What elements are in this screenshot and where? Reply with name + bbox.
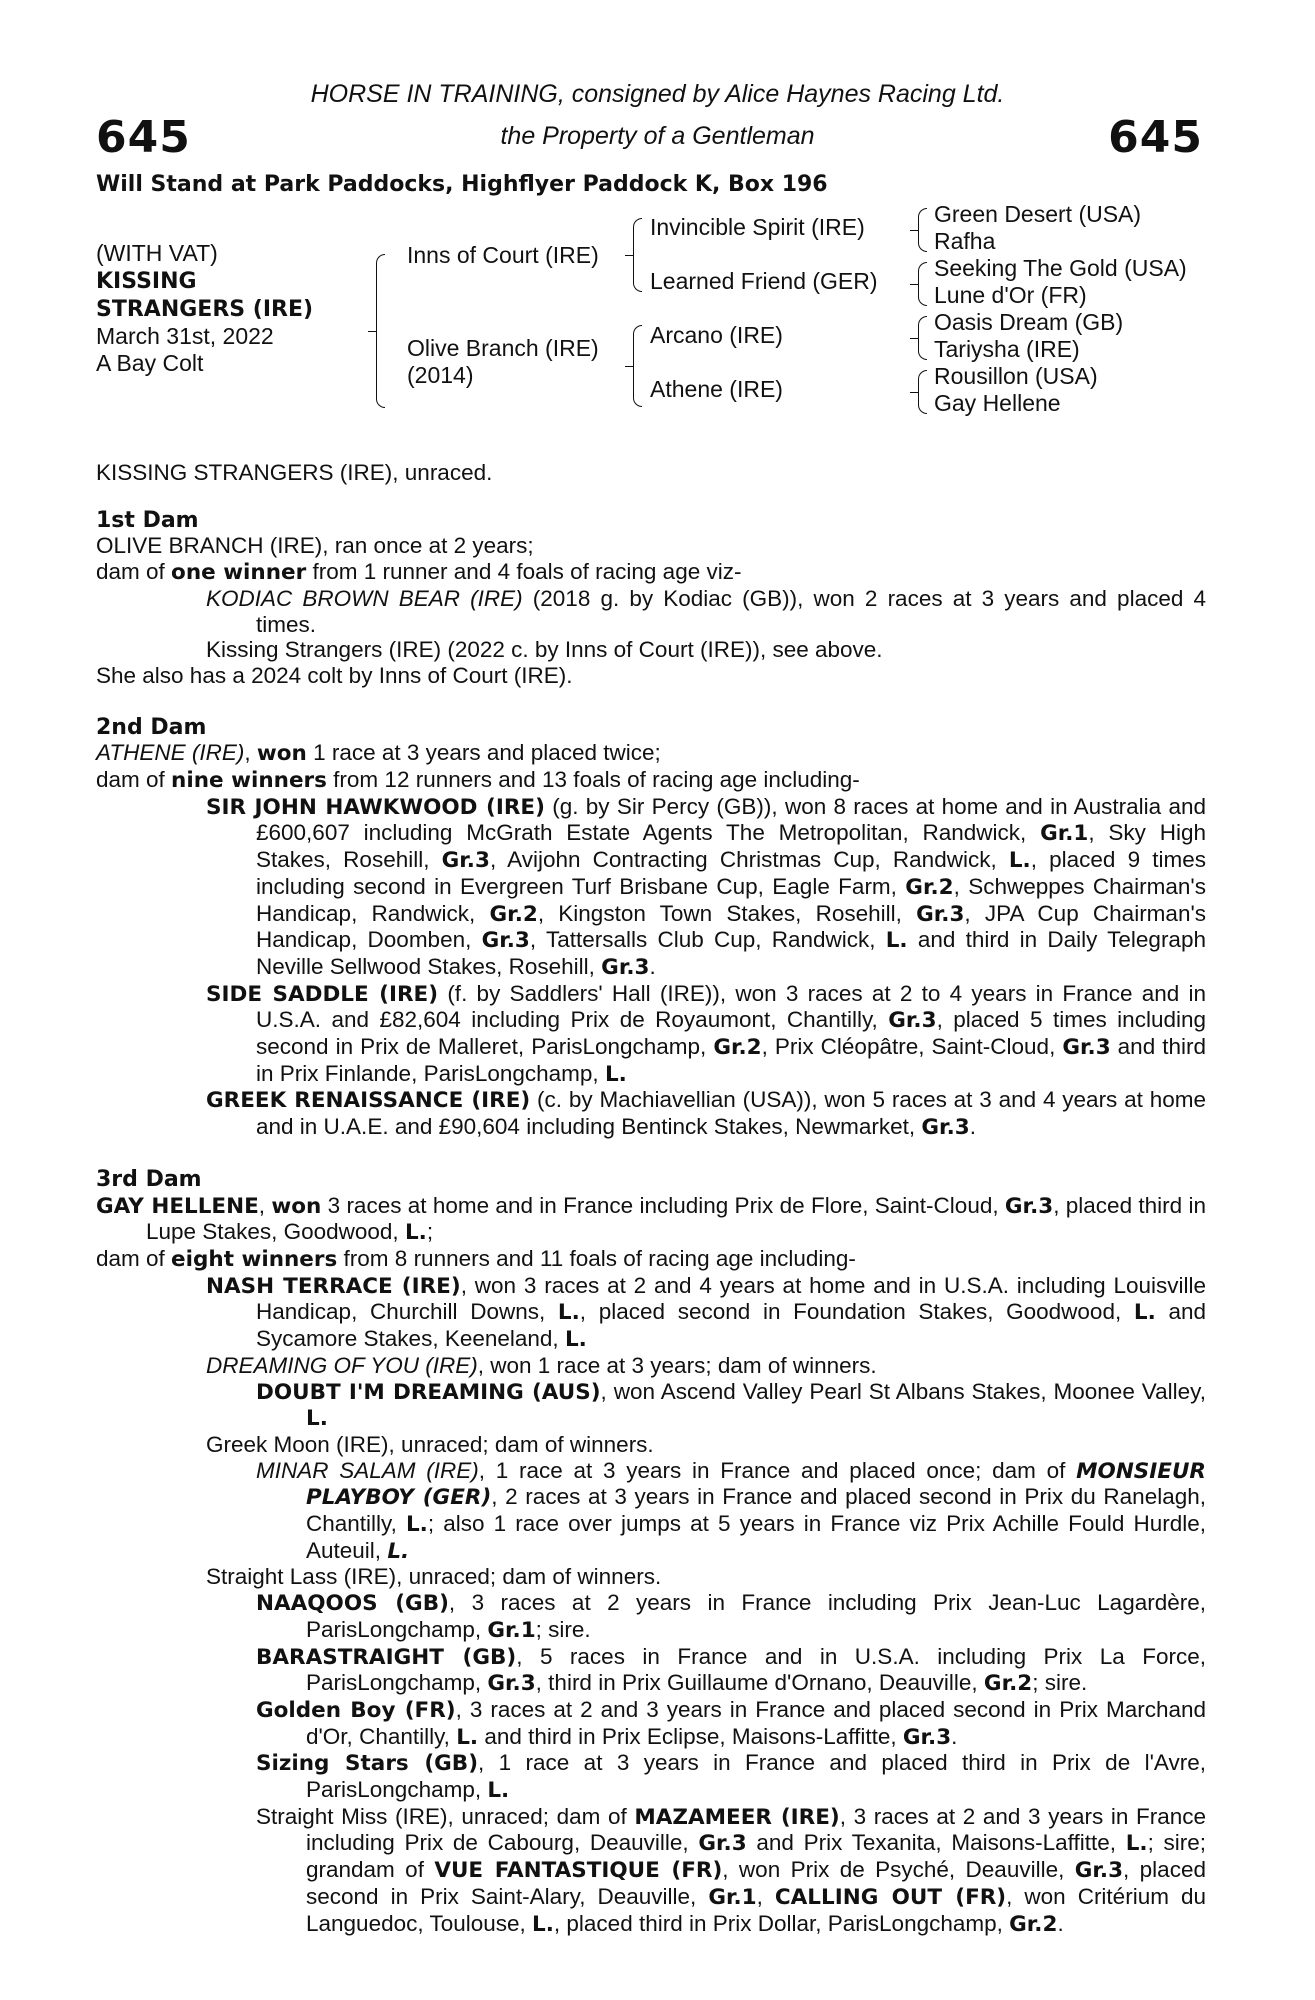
dam-year: (2014) [407, 362, 474, 388]
produce-side-saddle: SIDE SADDLE (IRE) (f. by Saddlers' Hall (IRE)), won 3 races at 2 to 4 years in France and in U.S.A. and £82,604 including Prix de Royaumont, Chantilly, Gr.3, placed 5 times including second in Prix de Malleret, ParisLongchamp, Gr.2, Prix Cléopâtre, Saint-Cloud, Gr.3 and third in Prix Finlande, ParisLongchamp, L. [206, 980, 1206, 1087]
produce-straight-lass: Straight Lass (IRE), unraced; dam of winners. [206, 1564, 662, 1590]
g8: Gay Hellene [934, 390, 1061, 416]
produce-kodiac-brown-bear: KODIAC BROWN BEAR (IRE) (2018 g. by Kodiac (GB)), won 2 races at 3 years and placed 4 times. [206, 585, 1206, 637]
horse-description: A Bay Colt [96, 350, 204, 376]
sire-dam: Learned Friend (GER) [650, 268, 878, 294]
produce-sir-john-hawkwood: SIR JOHN HAWKWOOD (IRE) (g. by Sir Percy (GB)), won 8 races at home and in Australia and £600,607 including McGrath Estate Agents The Metropolitan, Randwick, Gr.1, Sky High Stakes, Rosehill, Gr.3, Avijohn Contracting Christmas Cup, Randwick, L., placed 9 times including second in Evergreen Turf Brisbane Cup, Eagle Farm, Gr.2, Schweppes Chairman's Handicap, Randwick, Gr.2, Kingston Town Stakes, Rosehill, Gr.3, JPA Cup Chairman's Handicap, Doomben, Gr.3, Tattersalls Club Cup, Randwick, L. and third in Daily Telegraph Neville Sellwood Stakes, Rosehill, Gr.3. [206, 793, 1207, 980]
intro-line: KISSING STRANGERS (IRE), unraced. [96, 460, 493, 485]
sire-sire: Invincible Spirit (IRE) [650, 214, 865, 240]
produce-barastraight: BARASTRAIGHT (GB), 5 races in France and in U.S.A. including Prix La Force, ParisLongchamp, Gr.3, third in Prix Guillaume d'Ornano, Deauville, Gr.2; sire. [256, 1643, 1206, 1697]
third-dam-line: GAY HELLENE, won 3 races at home and in France including Prix de Flore, Saint-Cloud, Gr.3, placed third in Lupe Stakes, Goodwood, L.; [96, 1192, 1206, 1246]
produce-naaqoos: NAAQOOS (GB), 3 races at 2 years in France including Prix Jean-Luc Lagardère, ParisLongchamp, Gr.1; sire. [256, 1590, 1206, 1643]
produce-dreaming-of-you: DREAMING OF YOU (IRE), won 1 race at 3 years; dam of winners. [206, 1352, 877, 1378]
lot-number-right: 645 [1108, 112, 1203, 163]
produce-kissing-strangers: Kissing Strangers (IRE) (2022 c. by Inns of Court (IRE)), see above. [206, 637, 883, 663]
produce-nash-terrace: NASH TERRACE (IRE), won 3 races at 2 and 4 years at home and in U.S.A. including Louisville Handicap, Churchill Downs, L., placed second in Foundation Stakes, Goodwood, L. and Sycamore Stakes, Keeneland, L. [206, 1272, 1207, 1353]
third-dam-produce: dam of eight winners from 8 runners and 11 foals of racing age including- [96, 1245, 856, 1272]
first-dam-line: OLIVE BRANCH (IRE), ran once at 2 years; [96, 533, 534, 559]
produce-sizing-stars: Sizing Stars (GB), 1 race at 3 years in France and placed third in Prix de l'Avre, ParisLongchamp, L. [256, 1750, 1206, 1804]
first-dam-heading: 1st Dam [96, 507, 199, 533]
produce-straight-miss: Straight Miss (IRE), unraced; dam of MAZAMEER (IRE), 3 races at 2 and 3 years in France including Prix de Cabourg, Deauville, Gr.3 and Prix Texanita, Maisons-Laffitte, L.; sire; grandam of VUE FANTASTIQUE (FR), won Prix de Psyché, Deauville, Gr.3, placed second in Prix Saint-Alary, Deauville, Gr.1, CALLING OUT (FR), won Critérium du Languedoc, Toulouse, L., placed third in Prix Dollar, ParisLongchamp, Gr.2. [256, 1803, 1207, 1937]
produce-greek-renaissance: GREEK RENAISSANCE (IRE) (c. by Machiavellian (USA)), won 5 races at 3 and 4 years at home and in U.A.E. and £90,604 including Bentinck Stakes, Newmarket, Gr.3. [206, 1087, 1206, 1141]
g4: Lune d'Or (FR) [934, 282, 1087, 308]
first-dam-produce: dam of one winner from 1 runner and 4 foals of racing age viz- [96, 559, 742, 586]
property-line: the Property of a Gentleman [500, 122, 815, 150]
lot-number-left: 645 [96, 112, 191, 163]
second-dam-produce: dam of nine winners from 12 runners and 13 foals of racing age including- [96, 767, 860, 794]
vat-note: (WITH VAT) [96, 240, 218, 266]
g3: Seeking The Gold (USA) [934, 255, 1187, 281]
dam-dam: Athene (IRE) [650, 376, 783, 402]
g5: Oasis Dream (GB) [934, 309, 1124, 335]
g2: Rafha [934, 228, 996, 254]
g6: Tariysha (IRE) [934, 336, 1080, 362]
second-dam-line: ATHENE (IRE), won 1 race at 3 years and placed twice; [96, 740, 661, 767]
second-dam-heading: 2nd Dam [96, 714, 207, 740]
brace-sire [633, 218, 642, 292]
brace-dam [633, 325, 642, 407]
catalogue-text [96, 460, 1206, 1937]
produce-doubt-im-dreaming: DOUBT I'M DREAMING (AUS), won Ascend Valley Pearl St Albans Stakes, Moonee Valley, L. [256, 1378, 1206, 1432]
brace-g3 [918, 316, 927, 360]
produce-minar-salam: MINAR SALAM (IRE), 1 race at 3 years in France and placed once; dam of MONSIEUR PLAYBOY (GER), 2 races at 3 years in France and placed second in Prix du Ranelagh, Chantilly, L.; also 1 race over jumps at 5 years in France viz Prix Achille Fould Hurdle, Auteuil, L. [256, 1457, 1206, 1564]
brace-g2 [918, 262, 927, 306]
horse-name-line1: KISSING [96, 269, 197, 294]
foaled-date: March 31st, 2022 [96, 323, 274, 349]
g1: Green Desert (USA) [934, 201, 1142, 227]
third-dam-heading: 3rd Dam [96, 1166, 202, 1192]
first-dam-note: She also has a 2024 colt by Inns of Court (IRE). [96, 662, 573, 688]
brace-main [376, 254, 385, 408]
stand-location: Will Stand at Park Paddocks, Highflyer Paddock K, Box 196 [96, 172, 828, 197]
g7: Rousillon (USA) [934, 363, 1098, 389]
produce-greek-moon: Greek Moon (IRE), unraced; dam of winners. [206, 1431, 654, 1457]
brace-g1 [918, 208, 927, 252]
horse-name-line2: STRANGERS (IRE) [96, 297, 314, 322]
dam-sire: Arcano (IRE) [650, 322, 783, 348]
brace-g4 [918, 370, 927, 414]
produce-golden-boy: Golden Boy (FR), 3 races at 2 and 3 years in France and placed second in Prix Marchand d'Or, Chantilly, L. and third in Prix Eclipse, Maisons-Laffitte, Gr.3. [256, 1696, 1206, 1750]
dam: Olive Branch (IRE) [407, 335, 599, 361]
consignor-line: HORSE IN TRAINING, consigned by Alice Haynes Racing Ltd. [310, 80, 1005, 108]
sire: Inns of Court (IRE) [407, 242, 599, 268]
